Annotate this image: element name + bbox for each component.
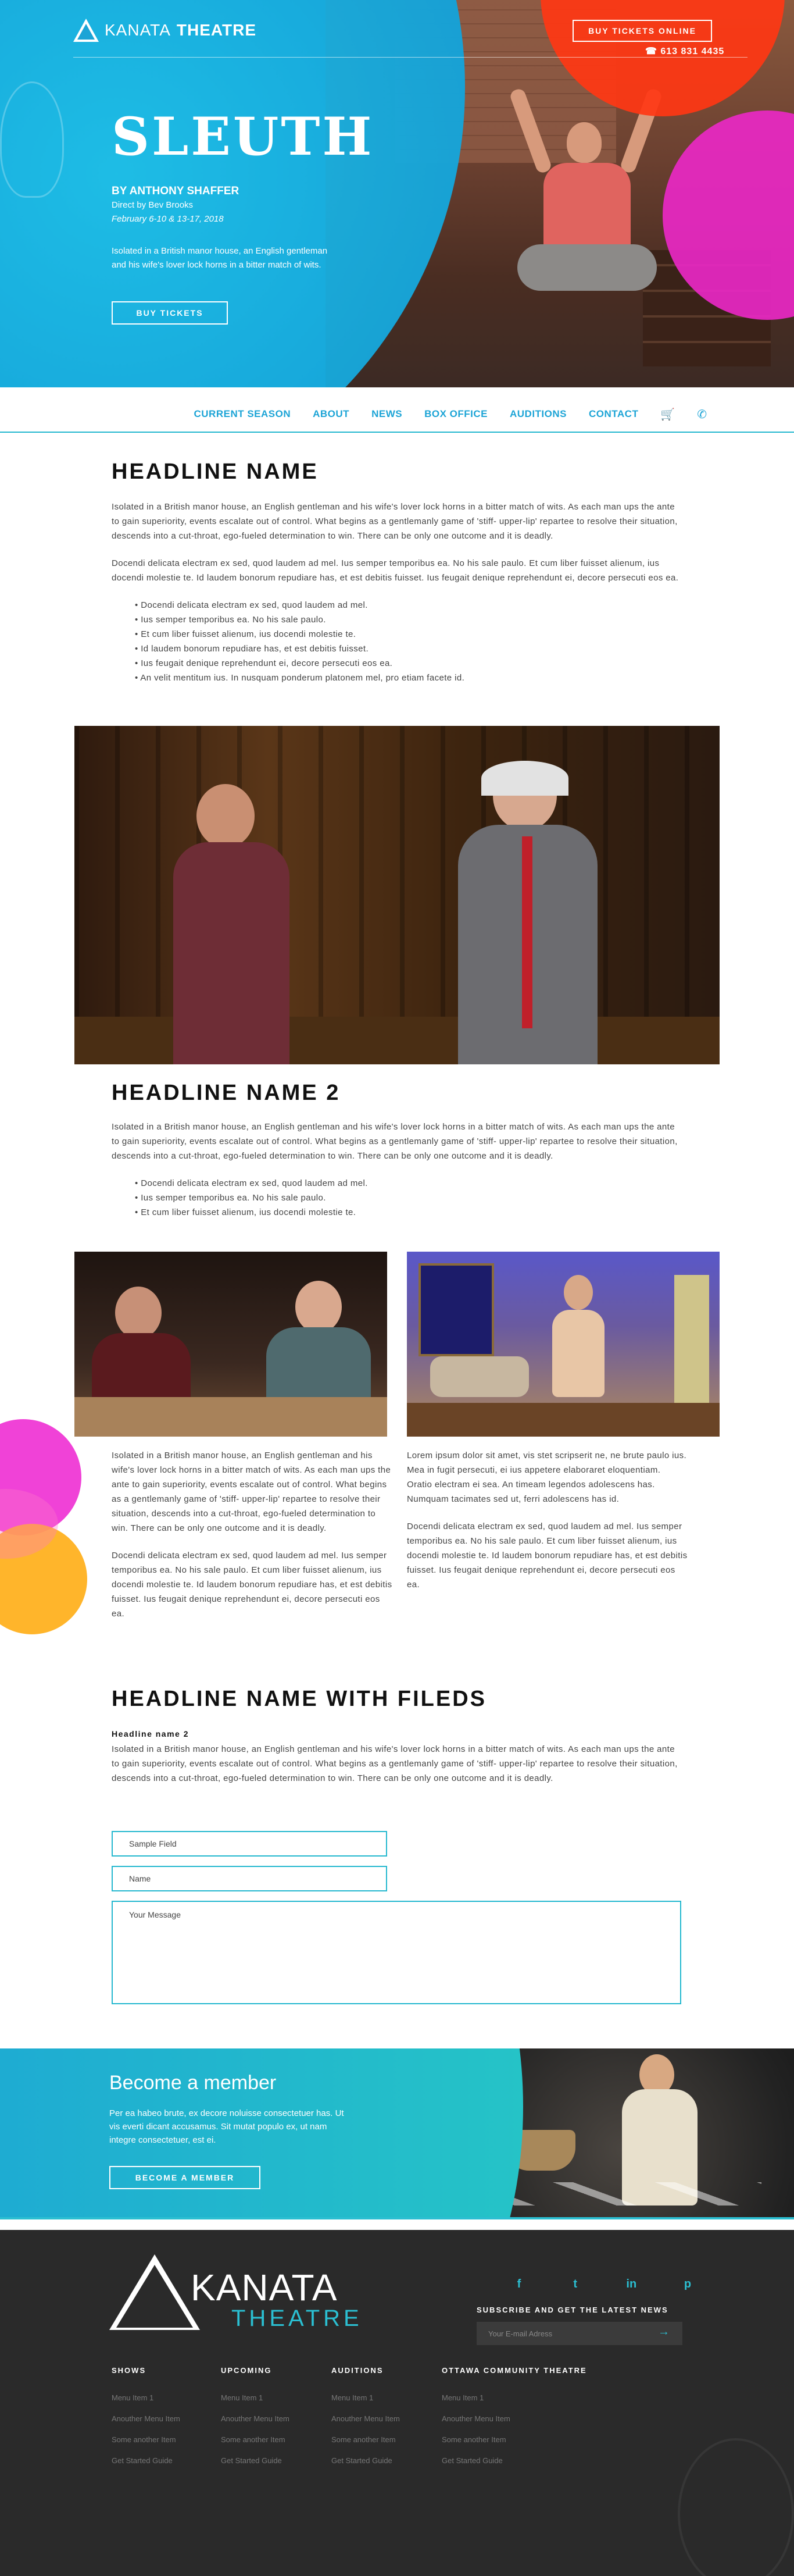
member-title: Become a member	[109, 2072, 277, 2094]
footer-link[interactable]: Menu Item 1	[221, 2393, 263, 2402]
footer-link[interactable]: Get Started Guide	[112, 2456, 173, 2465]
cart-icon[interactable]: 🛒	[660, 408, 675, 421]
site-logo[interactable]	[73, 19, 256, 42]
subscribe-arrow-icon[interactable]: →	[658, 2325, 670, 2338]
section-3	[112, 1687, 681, 1786]
left-column-paragraph-2: Docendi delicata electram ex sed, quod laudem ad mel. Ius semper temporibus ea. No his sale paulo. Et cum liber fuisset alienum, ius docendi molestie te. Id laudem bonorum repudiare has, et est debitis fuisset. Ius feugait denique reprehendunt ei, decore persecuti eos ea.	[112, 1551, 392, 1619]
subscribe-title: SUBSCRIBE AND GET THE LATEST NEWS	[477, 2306, 668, 2314]
header-phone[interactable]: ☎ 613 831 4435	[645, 47, 725, 56]
logo-triangle-icon	[73, 19, 99, 42]
footer-logo[interactable]	[109, 2254, 363, 2331]
footer-logo-theatre: THEATRE	[231, 2306, 363, 2331]
theatre-mask-icon	[0, 81, 64, 198]
section-2-right-column	[407, 1448, 688, 1592]
nav-divider	[0, 432, 794, 433]
footer-link[interactable]: Anouther Menu Item	[112, 2414, 180, 2423]
nav-item-current-season[interactable]: CURRENT SEASON	[194, 408, 291, 419]
footer-column-head: OTTAWA COMMUNITY THEATRE	[442, 2366, 587, 2375]
list-item: • Docendi delicata electram ex sed, quod laudem ad mel.	[135, 1176, 681, 1191]
section-3-paragraph-1: Isolated in a British manor house, an English gentleman and his wife's lover lock horns in a bitter match of wits. As each man ups the ante to gain superiority, events escalate out of control. What begins as a gentlemanly game of 'stiff- upper-lip' repartee to resolve their situation, descends into a cut-throat, ego-fueled determination to win. There can be only one outcome and it is deadly.	[112, 1744, 678, 1783]
footer-white-strip	[0, 2219, 794, 2230]
footer-link[interactable]: Get Started Guide	[221, 2456, 282, 2465]
facebook-icon[interactable]: f	[517, 2278, 521, 2290]
section-2-headline: HEADLINE NAME 2	[112, 1081, 341, 1105]
section-3-subhead: Headline name 2	[112, 1729, 189, 1738]
message-textarea[interactable]: Your Message	[112, 1901, 681, 2004]
list-item: • Docendi delicata electram ex sed, quod laudem ad mel.	[135, 598, 681, 612]
list-item: • Id laudem bonorum repudiare has, et est debitis fuisset.	[135, 642, 681, 656]
footer-link[interactable]: Anouther Menu Item	[331, 2414, 400, 2423]
left-column-paragraph-1: Isolated in a British manor house, an English gentleman and his wife's lover lock horns in a bitter match of wits. As each man ups the ante to gain superiority, events escalate out of control. What begins as a gentlemanly game of 'stiff- upper-lip' repartee to resolve their situation, descends into a cut-throat, ego-fueled determination to win. There can be only one outcome and it is deadly.	[112, 1451, 391, 1533]
section-1-headline: HEADLINE NAME	[112, 459, 319, 484]
footer-column-upcoming	[221, 2366, 289, 2471]
sample-field-input[interactable]: Sample Field	[112, 1831, 387, 1857]
section-2	[112, 1081, 681, 1220]
footer-link[interactable]: Anouther Menu Item	[442, 2414, 510, 2423]
section-1-paragraph-1: Isolated in a British manor house, an English gentleman and his wife's lover lock horns in a bitter match of wits. As each man ups the ante to gain superiority, events escalate out of control. What begins as a gentlemanly game of 'stiff- upper-lip' repartee to resolve their situation, descends into a cut-throat, ego-fueled determination to win. There can be only one outcome and it is deadly.	[112, 502, 678, 541]
footer-column-head: SHOWS	[112, 2366, 146, 2375]
hero-buy-tickets-button[interactable]: BUY TICKETS	[112, 301, 228, 325]
footer-logo-kanata: KANATA	[191, 2267, 338, 2308]
footer-column-head: AUDITIONS	[331, 2366, 384, 2375]
list-item: • Ius semper temporibus ea. No his sale paulo.	[135, 612, 681, 627]
show-title: SLEUTH	[112, 106, 374, 168]
header-phone-number: 613 831 4435	[660, 47, 725, 56]
list-item: • Et cum liber fuisset alienum, ius docendi molestie te.	[135, 1205, 681, 1220]
footer-link[interactable]: Anouther Menu Item	[221, 2414, 289, 2423]
buy-tickets-online-button[interactable]: BUY TICKETS ONLINE	[573, 20, 712, 42]
linkedin-icon[interactable]: in	[626, 2278, 637, 2290]
name-input[interactable]: Name	[112, 1866, 387, 1891]
phone-icon[interactable]: ✆	[697, 408, 707, 421]
logo-text-theatre: THEATRE	[176, 21, 257, 39]
section-2-bullet-list	[112, 1176, 681, 1220]
social-links	[510, 2278, 696, 2291]
footer-column-shows	[112, 2366, 180, 2471]
footer-link[interactable]: Get Started Guide	[442, 2456, 503, 2465]
member-description: Per ea habeo brute, ex decore noluisse consectetuer has. Ut vis everti dicant accusamus. Sit mutat populo ex, ut nam integre consectetuer, est ei.	[109, 2108, 344, 2145]
nav-item-news[interactable]: NEWS	[371, 408, 403, 419]
nav-item-box-office[interactable]: BOX OFFICE	[424, 408, 488, 419]
hero-bottom-band	[0, 387, 794, 396]
logo-text-kanata: KANATA	[105, 21, 171, 39]
production-photo-1	[74, 726, 720, 1064]
list-item: • Ius feugait denique reprehendunt ei, decore persecuti eos ea.	[135, 656, 681, 671]
footer-cyan-line	[0, 2217, 794, 2219]
list-item: • Et cum liber fuisset alienum, ius docendi molestie te.	[135, 627, 681, 642]
show-author: BY ANTHONY SHAFFER	[112, 185, 239, 197]
site-footer	[0, 2217, 794, 2576]
header-divider	[73, 57, 747, 58]
production-photo-3	[407, 1252, 720, 1437]
right-column-paragraph-2: Docendi delicata electram ex sed, quod laudem ad mel. Ius semper temporibus ea. No his sale paulo. Et cum liber fuisset alienum, ius docendi molestie te. Id laudem bonorum repudiare has, et est debitis fuisset. Ius feugait denique reprehendunt ei, decore persecuti eos ea.	[407, 1522, 688, 1590]
theatre-mask-icon-footer	[678, 2438, 794, 2576]
production-photo-2	[74, 1252, 387, 1437]
footer-link[interactable]: Menu Item 1	[442, 2393, 484, 2402]
twitter-icon[interactable]: t	[573, 2278, 577, 2290]
nav-item-contact[interactable]: CONTACT	[588, 408, 639, 419]
footer-link[interactable]: Get Started Guide	[331, 2456, 392, 2465]
main-nav	[0, 396, 794, 433]
footer-column-ottawa	[442, 2366, 587, 2471]
hero-photo-actor	[512, 87, 663, 297]
footer-link[interactable]: Menu Item 1	[331, 2393, 374, 2402]
footer-link[interactable]: Some another Item	[442, 2435, 506, 2444]
footer-link[interactable]: Menu Item 1	[112, 2393, 154, 2402]
hero-section	[0, 0, 794, 396]
show-dates: February 6-10 & 13-17, 2018	[112, 214, 224, 224]
nav-item-about[interactable]: ABOUT	[313, 408, 350, 419]
become-member-button[interactable]: BECOME A MEMBER	[109, 2166, 260, 2189]
section-1	[112, 459, 681, 685]
subscribe-email-input[interactable]: Your E-mail Adress	[477, 2322, 682, 2345]
list-item: • Ius semper temporibus ea. No his sale paulo.	[135, 1191, 681, 1205]
footer-column-head: UPCOMING	[221, 2366, 272, 2375]
section-2-paragraph-1: Isolated in a British manor house, an English gentleman and his wife's lover lock horns in a bitter match of wits. As each man ups the ante to gain superiority, events escalate out of control. What begins as a gentlemanly game of 'stiff- upper-lip' repartee to resolve their situation, descends into a cut-throat, ego-fueled determination to win. There can be only one outcome and it is deadly.	[112, 1122, 678, 1161]
show-description: Isolated in a British manor house, an English gentleman and his wife's lover lock horns in a bitter match of wits.	[112, 246, 328, 270]
pinterest-icon[interactable]: p	[684, 2278, 692, 2290]
footer-link[interactable]: Some another Item	[221, 2435, 285, 2444]
show-director: Direct by Bev Brooks	[112, 200, 194, 210]
nav-item-auditions[interactable]: AUDITIONS	[509, 408, 567, 419]
list-item: • An velit mentitum ius. In nusquam ponderum platonem mel, pro etiam facete id.	[135, 671, 681, 685]
footer-link[interactable]: Some another Item	[112, 2435, 176, 2444]
section-2-left-column	[112, 1448, 393, 1621]
footer-column-auditions	[331, 2366, 400, 2471]
footer-link[interactable]: Some another Item	[331, 2435, 396, 2444]
become-member-section	[0, 2048, 794, 2217]
section-3-headline: HEADLINE NAME WITH FILEDS	[112, 1687, 487, 1711]
section-1-paragraph-2: Docendi delicata electram ex sed, quod laudem ad mel. Ius semper temporibus ea. No his sale paulo. Et cum liber fuisset alienum, ius docendi molestie te. Id laudem bonorum repudiare has, et est debitis fuisset. Ius feugait denique reprehendunt ei, decore persecuti eos ea.	[112, 558, 679, 583]
section-1-bullet-list	[112, 598, 681, 685]
right-column-paragraph-1: Lorem ipsum dolor sit amet, vis stet scripserit ne, ne brute paulo ius. Mea in fugit persecuti, ei ius appetere elaboraret eloquentiam. Oratio electram ei sea. An timeam legendos adolescens has. Numquam tacimates sed ut, ferri adolescens has id.	[407, 1451, 687, 1504]
